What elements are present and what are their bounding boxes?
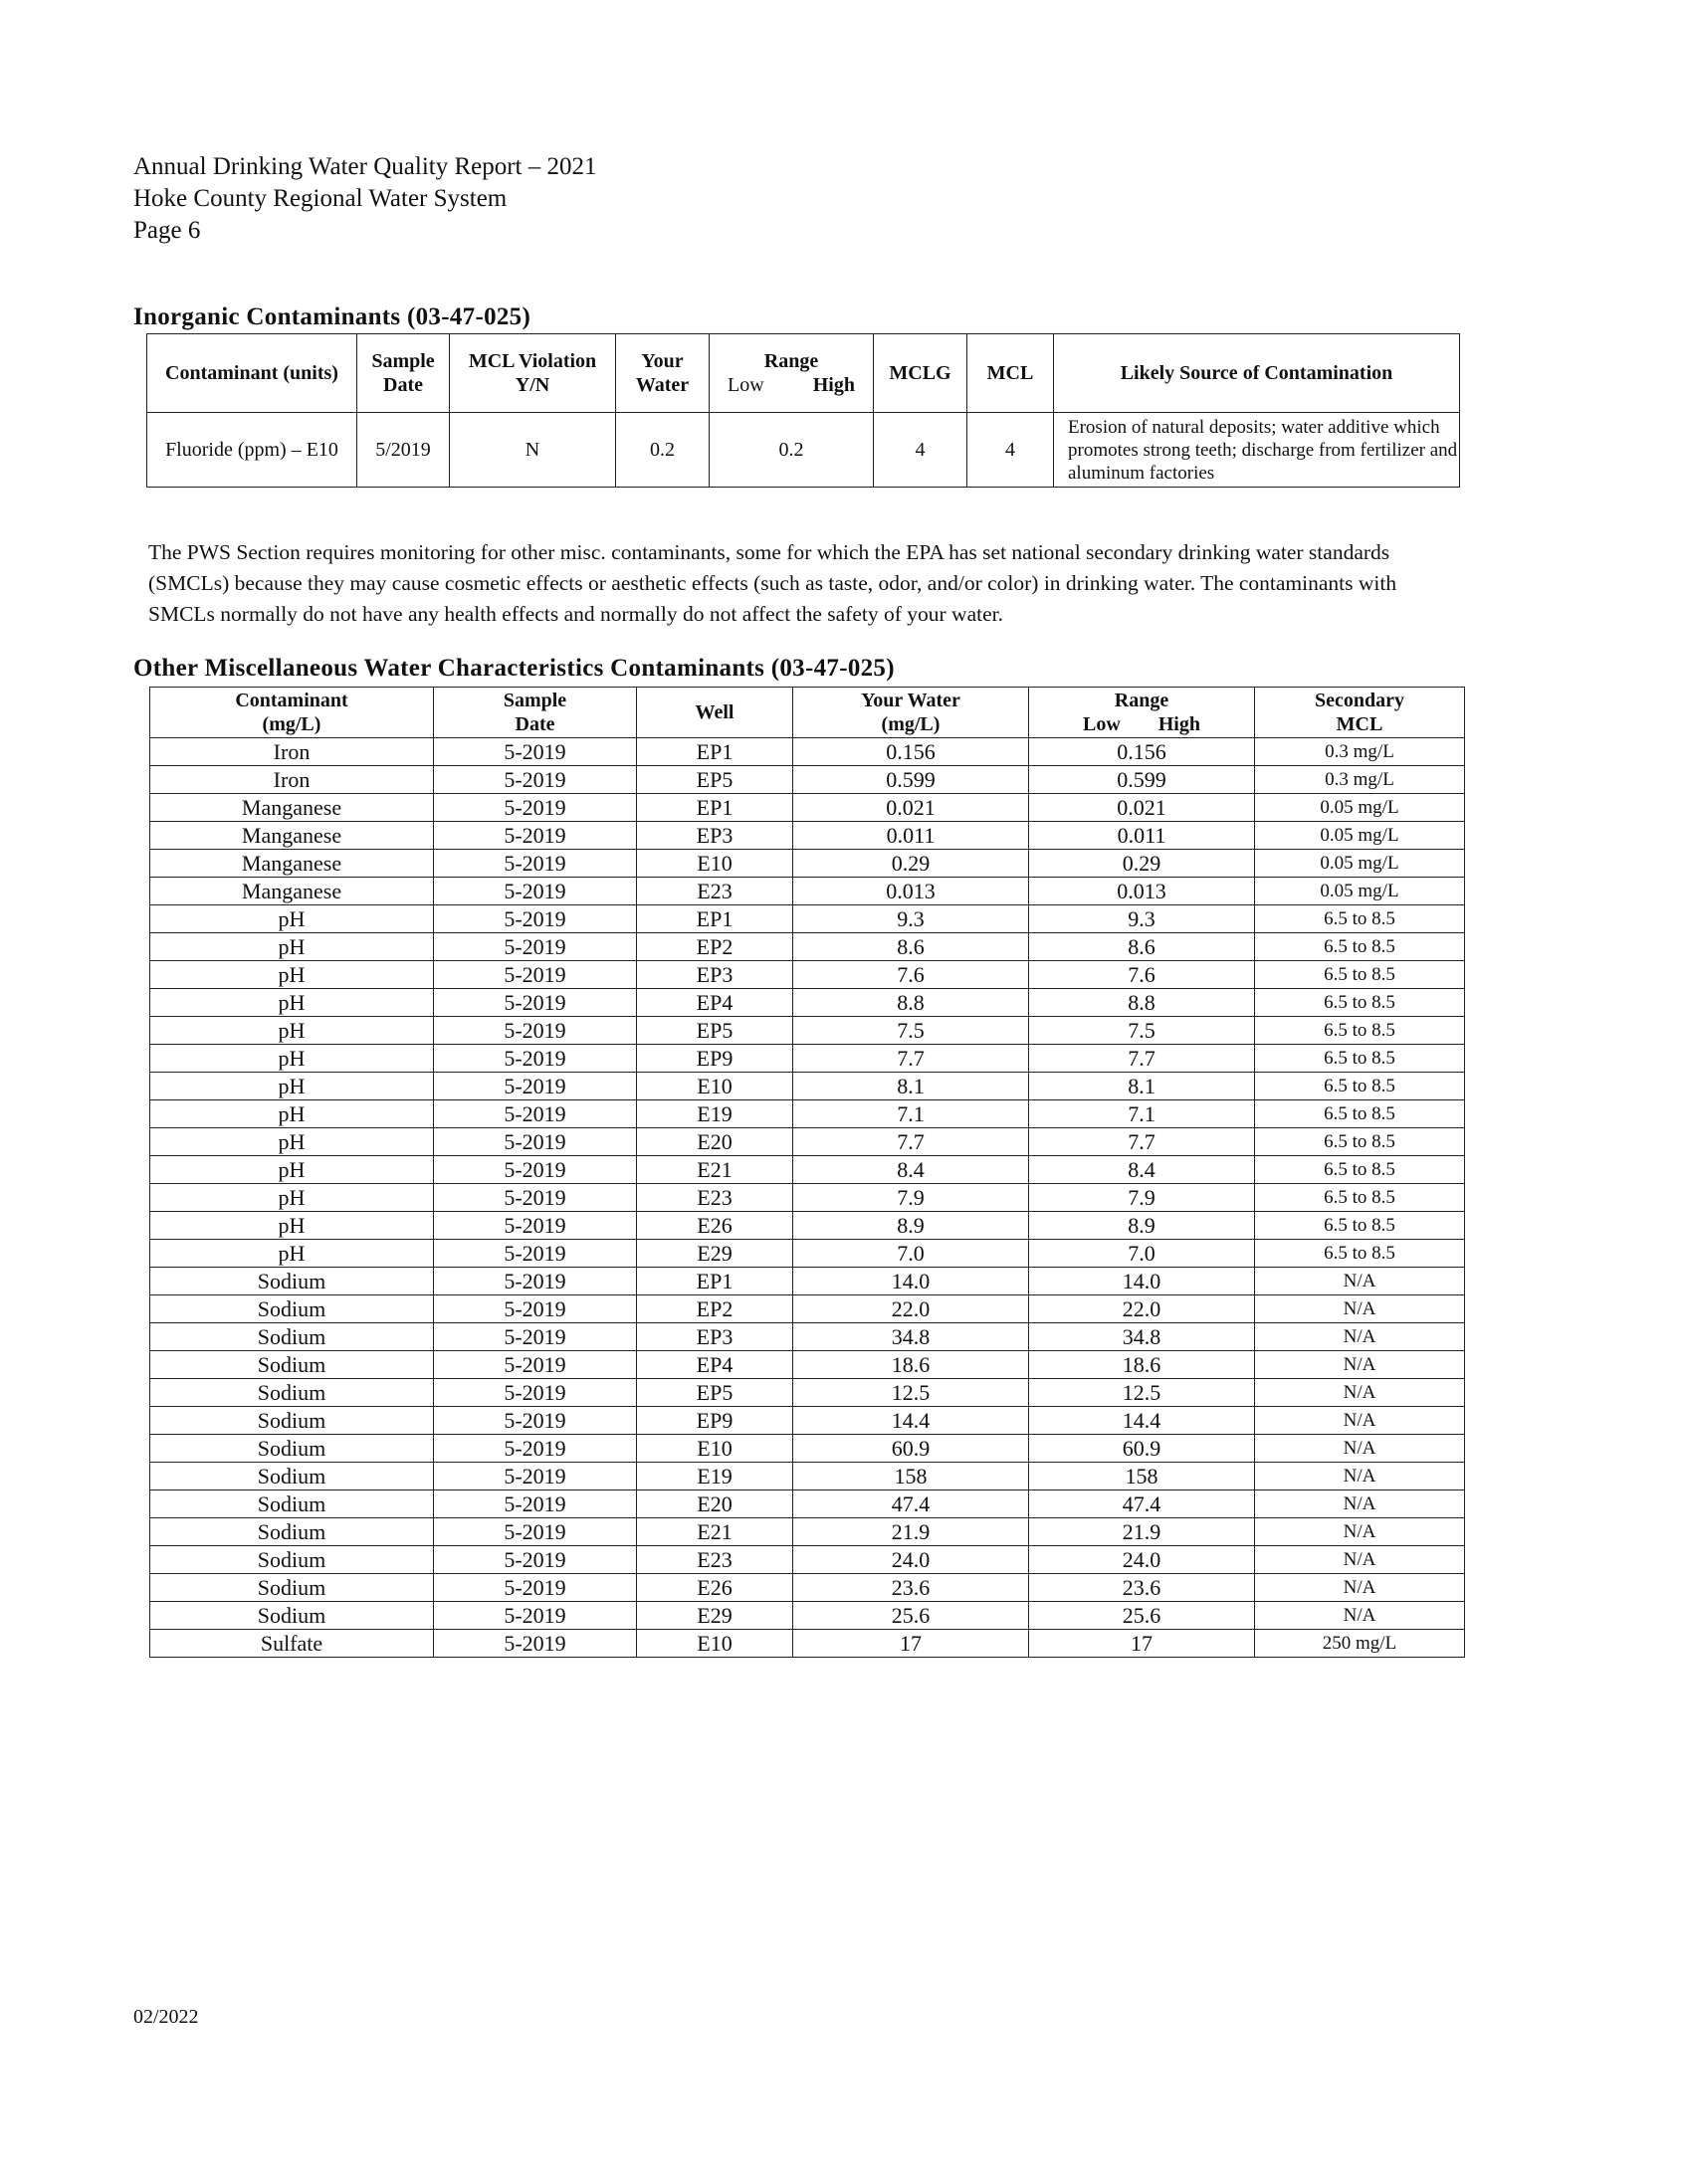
- table-row: [150, 1100, 1465, 1128]
- col-violation-header: MCL Violation Y/N: [450, 334, 616, 413]
- cell-well: E23: [637, 1546, 793, 1574]
- cell-secondary-mcl: N/A: [1255, 1407, 1465, 1435]
- cell-your-water: 0.599: [793, 766, 1029, 794]
- cell-well: EP1: [637, 1268, 793, 1295]
- cell-contaminant: Sodium: [150, 1379, 434, 1407]
- cell-your-water: 7.7: [793, 1045, 1029, 1073]
- cell-secondary-mcl: N/A: [1255, 1295, 1465, 1323]
- col-your-water-header: Your Water: [616, 334, 710, 413]
- cell-date: 5-2019: [434, 766, 637, 794]
- cell-secondary-mcl: 6.5 to 8.5: [1255, 1184, 1465, 1212]
- cell-contaminant: Sodium: [150, 1295, 434, 1323]
- cell-contaminant: Sodium: [150, 1602, 434, 1630]
- table-row: [150, 1295, 1465, 1323]
- cell-date: 5-2019: [434, 1240, 637, 1268]
- col-secondary-mcl-header: Secondary MCL: [1255, 688, 1465, 738]
- cell-secondary-mcl: N/A: [1255, 1602, 1465, 1630]
- page-number: Page 6: [133, 217, 201, 244]
- cell-contaminant: Sodium: [150, 1574, 434, 1602]
- report-title: Annual Drinking Water Quality Report – 2021: [133, 153, 597, 180]
- cell-well: E23: [637, 878, 793, 905]
- inorganic-table: [146, 333, 1460, 488]
- table-row: [150, 1128, 1465, 1156]
- cell-contaminant: pH: [150, 905, 434, 933]
- cell-date: 5-2019: [434, 1574, 637, 1602]
- cell-range: 0.013: [1029, 878, 1255, 905]
- cell-range: 8.6: [1029, 933, 1255, 961]
- cell-well: E10: [637, 1073, 793, 1100]
- cell-contaminant: pH: [150, 1156, 434, 1184]
- cell-date: 5-2019: [434, 905, 637, 933]
- cell-mcl: 4: [967, 413, 1054, 488]
- cell-well: E10: [637, 1630, 793, 1658]
- cell-date: 5-2019: [434, 1351, 637, 1379]
- table-row: [150, 1073, 1465, 1100]
- report-header: [133, 151, 597, 247]
- cell-your-water: 60.9: [793, 1435, 1029, 1463]
- cell-range: 7.9: [1029, 1184, 1255, 1212]
- cell-range: 21.9: [1029, 1518, 1255, 1546]
- cell-your-water: 0.29: [793, 850, 1029, 878]
- cell-your-water: 0.011: [793, 822, 1029, 850]
- table-row: [150, 1435, 1465, 1463]
- cell-secondary-mcl: N/A: [1255, 1351, 1465, 1379]
- cell-your-water: 24.0: [793, 1546, 1029, 1574]
- misc-table-body: [150, 738, 1465, 1658]
- cell-contaminant: pH: [150, 1017, 434, 1045]
- cell-your-water: 17: [793, 1630, 1029, 1658]
- cell-secondary-mcl: N/A: [1255, 1268, 1465, 1295]
- cell-contaminant: Sodium: [150, 1435, 434, 1463]
- cell-contaminant: pH: [150, 1100, 434, 1128]
- cell-contaminant: Fluoride (ppm) – E10: [147, 413, 357, 488]
- misc-contaminants-table: [149, 687, 1465, 1658]
- table-row: [150, 1212, 1465, 1240]
- cell-secondary-mcl: 0.3 mg/L: [1255, 766, 1465, 794]
- col-your-water-header: Your Water (mg/L): [793, 688, 1029, 738]
- cell-range: 7.6: [1029, 961, 1255, 989]
- cell-well: E20: [637, 1128, 793, 1156]
- cell-range: 0.2: [710, 413, 874, 488]
- cell-secondary-mcl: N/A: [1255, 1323, 1465, 1351]
- cell-secondary-mcl: 6.5 to 8.5: [1255, 1128, 1465, 1156]
- cell-your-water: 0.021: [793, 794, 1029, 822]
- cell-mclg: 4: [874, 413, 967, 488]
- cell-well: E29: [637, 1602, 793, 1630]
- table-row: [147, 413, 1460, 488]
- col-mcl-header: MCL: [967, 334, 1054, 413]
- cell-date: 5-2019: [434, 1490, 637, 1518]
- cell-contaminant: pH: [150, 1128, 434, 1156]
- cell-well: E19: [637, 1463, 793, 1490]
- table-row: [150, 1379, 1465, 1407]
- col-sample-date-header: Sample Date: [434, 688, 637, 738]
- table-row: [150, 1602, 1465, 1630]
- cell-contaminant: Manganese: [150, 822, 434, 850]
- table-row: [150, 878, 1465, 905]
- cell-range: 8.1: [1029, 1073, 1255, 1100]
- table-row: [150, 933, 1465, 961]
- cell-well: EP2: [637, 1295, 793, 1323]
- cell-well: E23: [637, 1184, 793, 1212]
- cell-date: 5-2019: [434, 989, 637, 1017]
- table-row: [150, 738, 1465, 766]
- col-mclg-header: MCLG: [874, 334, 967, 413]
- cell-well: E19: [637, 1100, 793, 1128]
- cell-contaminant: pH: [150, 933, 434, 961]
- cell-range: 0.156: [1029, 738, 1255, 766]
- cell-contaminant: Sodium: [150, 1407, 434, 1435]
- cell-secondary-mcl: 6.5 to 8.5: [1255, 1240, 1465, 1268]
- table-row: [150, 1240, 1465, 1268]
- cell-secondary-mcl: 0.05 mg/L: [1255, 794, 1465, 822]
- cell-date: 5-2019: [434, 933, 637, 961]
- cell-range: 17: [1029, 1630, 1255, 1658]
- cell-range: 7.7: [1029, 1128, 1255, 1156]
- cell-secondary-mcl: N/A: [1255, 1379, 1465, 1407]
- table-row: [150, 1268, 1465, 1295]
- cell-your-water: 47.4: [793, 1490, 1029, 1518]
- col-range-header: Range Low High: [710, 334, 874, 413]
- cell-range: 8.8: [1029, 989, 1255, 1017]
- cell-well: E21: [637, 1156, 793, 1184]
- cell-range: 14.4: [1029, 1407, 1255, 1435]
- cell-your-water: 158: [793, 1463, 1029, 1490]
- cell-date: 5-2019: [434, 1045, 637, 1073]
- cell-secondary-mcl: N/A: [1255, 1518, 1465, 1546]
- footer-date: 02/2022: [133, 2006, 199, 2028]
- table-row: [150, 1323, 1465, 1351]
- cell-your-water: 9.3: [793, 905, 1029, 933]
- cell-well: EP5: [637, 766, 793, 794]
- table-row: [150, 822, 1465, 850]
- cell-secondary-mcl: N/A: [1255, 1574, 1465, 1602]
- cell-date: 5-2019: [434, 1407, 637, 1435]
- col-contaminant-header: Contaminant (units): [147, 334, 357, 413]
- cell-secondary-mcl: N/A: [1255, 1490, 1465, 1518]
- cell-well: EP9: [637, 1407, 793, 1435]
- table-row: [150, 1463, 1465, 1490]
- cell-date: 5-2019: [434, 878, 637, 905]
- cell-well: EP3: [637, 961, 793, 989]
- cell-well: EP1: [637, 794, 793, 822]
- cell-date: 5-2019: [434, 1379, 637, 1407]
- cell-contaminant: Manganese: [150, 850, 434, 878]
- cell-your-water: 34.8: [793, 1323, 1029, 1351]
- cell-your-water: 8.1: [793, 1073, 1029, 1100]
- col-contaminant-header: Contaminant (mg/L): [150, 688, 434, 738]
- cell-well: EP3: [637, 1323, 793, 1351]
- cell-contaminant: Sodium: [150, 1351, 434, 1379]
- cell-violation: N: [450, 413, 616, 488]
- cell-secondary-mcl: 0.05 mg/L: [1255, 850, 1465, 878]
- cell-range: 14.0: [1029, 1268, 1255, 1295]
- system-name: Hoke County Regional Water System: [133, 185, 508, 212]
- cell-secondary-mcl: 6.5 to 8.5: [1255, 1073, 1465, 1100]
- cell-range: 9.3: [1029, 905, 1255, 933]
- cell-well: E20: [637, 1490, 793, 1518]
- cell-date: 5-2019: [434, 1546, 637, 1574]
- cell-secondary-mcl: N/A: [1255, 1463, 1465, 1490]
- cell-secondary-mcl: N/A: [1255, 1435, 1465, 1463]
- cell-well: EP4: [637, 989, 793, 1017]
- cell-date: 5-2019: [434, 1128, 637, 1156]
- smcl-explanation-paragraph: The PWS Section requires monitoring for other misc. contaminants, some for which the EPA has set national secondary drinking water standards (SMCLs) because they may cause cosmetic effects or aesthetic effects (such as taste, odor, and/or color) in drinking water. The contaminants with SMCLs normally do not have any health effects and normally do not affect the safety of your water.: [148, 540, 1397, 626]
- table-row: [150, 1156, 1465, 1184]
- table-row: [150, 1184, 1465, 1212]
- cell-your-water: 8.4: [793, 1156, 1029, 1184]
- cell-your-water: 0.156: [793, 738, 1029, 766]
- cell-contaminant: Sodium: [150, 1323, 434, 1351]
- cell-range: 7.1: [1029, 1100, 1255, 1128]
- cell-your-water: 8.8: [793, 989, 1029, 1017]
- cell-well: EP2: [637, 933, 793, 961]
- table-row: [150, 989, 1465, 1017]
- cell-well: E29: [637, 1240, 793, 1268]
- cell-contaminant: Manganese: [150, 794, 434, 822]
- cell-range: 158: [1029, 1463, 1255, 1490]
- cell-date: 5-2019: [434, 1518, 637, 1546]
- cell-contaminant: Iron: [150, 738, 434, 766]
- cell-date: 5-2019: [434, 1295, 637, 1323]
- cell-your-water: 7.0: [793, 1240, 1029, 1268]
- cell-secondary-mcl: 6.5 to 8.5: [1255, 1100, 1465, 1128]
- inorganic-section-title: Inorganic Contaminants (03-47-025): [133, 303, 531, 330]
- cell-source: Erosion of natural deposits; water additive which promotes strong teeth; discharge from fertilizer and aluminum factories: [1054, 413, 1460, 488]
- cell-secondary-mcl: 6.5 to 8.5: [1255, 989, 1465, 1017]
- table-row: [150, 794, 1465, 822]
- table-row: [150, 1546, 1465, 1574]
- cell-well: E26: [637, 1212, 793, 1240]
- cell-well: E21: [637, 1518, 793, 1546]
- cell-well: E10: [637, 1435, 793, 1463]
- cell-your-water: 25.6: [793, 1602, 1029, 1630]
- cell-your-water: 0.013: [793, 878, 1029, 905]
- table-row: [150, 961, 1465, 989]
- cell-date: 5-2019: [434, 1435, 637, 1463]
- table-row: [150, 905, 1465, 933]
- cell-secondary-mcl: 0.3 mg/L: [1255, 738, 1465, 766]
- cell-your-water: 12.5: [793, 1379, 1029, 1407]
- cell-range: 7.7: [1029, 1045, 1255, 1073]
- cell-date: 5-2019: [434, 1184, 637, 1212]
- cell-range: 0.599: [1029, 766, 1255, 794]
- cell-date: 5-2019: [434, 1602, 637, 1630]
- cell-secondary-mcl: 6.5 to 8.5: [1255, 1017, 1465, 1045]
- col-range-header: Range Low High: [1029, 688, 1255, 738]
- cell-contaminant: pH: [150, 1045, 434, 1073]
- cell-range: 47.4: [1029, 1490, 1255, 1518]
- cell-secondary-mcl: 0.05 mg/L: [1255, 878, 1465, 905]
- misc-section-title: Other Miscellaneous Water Characteristics Contaminants (03-47-025): [133, 655, 895, 682]
- cell-well: EP4: [637, 1351, 793, 1379]
- cell-range: 24.0: [1029, 1546, 1255, 1574]
- cell-secondary-mcl: N/A: [1255, 1546, 1465, 1574]
- table-row: [150, 1017, 1465, 1045]
- cell-range: 12.5: [1029, 1379, 1255, 1407]
- table-row: [150, 850, 1465, 878]
- cell-contaminant: Sodium: [150, 1518, 434, 1546]
- cell-date: 5-2019: [434, 961, 637, 989]
- cell-contaminant: pH: [150, 1073, 434, 1100]
- cell-contaminant: Iron: [150, 766, 434, 794]
- table-row: [150, 1574, 1465, 1602]
- cell-range: 7.5: [1029, 1017, 1255, 1045]
- cell-contaminant: pH: [150, 961, 434, 989]
- cell-date: 5-2019: [434, 1268, 637, 1295]
- cell-secondary-mcl: 250 mg/L: [1255, 1630, 1465, 1658]
- cell-date: 5-2019: [434, 1100, 637, 1128]
- cell-your-water: 8.9: [793, 1212, 1029, 1240]
- cell-well: E26: [637, 1574, 793, 1602]
- cell-your-water: 7.9: [793, 1184, 1029, 1212]
- cell-date: 5-2019: [434, 794, 637, 822]
- cell-range: 8.9: [1029, 1212, 1255, 1240]
- cell-range: 25.6: [1029, 1602, 1255, 1630]
- cell-contaminant: pH: [150, 1240, 434, 1268]
- cell-date: 5-2019: [434, 738, 637, 766]
- table-row: [150, 1630, 1465, 1658]
- cell-date: 5/2019: [357, 413, 450, 488]
- cell-date: 5-2019: [434, 822, 637, 850]
- cell-your-water: 22.0: [793, 1295, 1029, 1323]
- cell-date: 5-2019: [434, 1463, 637, 1490]
- cell-your-water: 23.6: [793, 1574, 1029, 1602]
- table-row: [150, 1490, 1465, 1518]
- cell-range: 22.0: [1029, 1295, 1255, 1323]
- table-row: [150, 766, 1465, 794]
- cell-well: EP1: [637, 738, 793, 766]
- cell-well: EP9: [637, 1045, 793, 1073]
- cell-contaminant: Manganese: [150, 878, 434, 905]
- table-row: [150, 1407, 1465, 1435]
- cell-well: EP3: [637, 822, 793, 850]
- cell-well: EP5: [637, 1379, 793, 1407]
- col-sample-date-header: Sample Date: [357, 334, 450, 413]
- cell-secondary-mcl: 6.5 to 8.5: [1255, 933, 1465, 961]
- cell-range: 34.8: [1029, 1323, 1255, 1351]
- cell-range: 8.4: [1029, 1156, 1255, 1184]
- cell-range: 60.9: [1029, 1435, 1255, 1463]
- cell-contaminant: Sodium: [150, 1463, 434, 1490]
- cell-your-water: 18.6: [793, 1351, 1029, 1379]
- cell-range: 0.011: [1029, 822, 1255, 850]
- table-row: [150, 1351, 1465, 1379]
- cell-contaminant: Sulfate: [150, 1630, 434, 1658]
- cell-contaminant: Sodium: [150, 1546, 434, 1574]
- cell-secondary-mcl: 6.5 to 8.5: [1255, 1156, 1465, 1184]
- cell-date: 5-2019: [434, 1212, 637, 1240]
- cell-date: 5-2019: [434, 1156, 637, 1184]
- cell-secondary-mcl: 6.5 to 8.5: [1255, 961, 1465, 989]
- cell-your-water: 7.7: [793, 1128, 1029, 1156]
- cell-date: 5-2019: [434, 1017, 637, 1045]
- cell-your-water: 7.1: [793, 1100, 1029, 1128]
- cell-well: E10: [637, 850, 793, 878]
- cell-secondary-mcl: 0.05 mg/L: [1255, 822, 1465, 850]
- cell-your-water: 8.6: [793, 933, 1029, 961]
- cell-secondary-mcl: 6.5 to 8.5: [1255, 1045, 1465, 1073]
- cell-secondary-mcl: 6.5 to 8.5: [1255, 1212, 1465, 1240]
- cell-your-water: 14.4: [793, 1407, 1029, 1435]
- cell-date: 5-2019: [434, 1073, 637, 1100]
- cell-contaminant: pH: [150, 1184, 434, 1212]
- table-row: [150, 1518, 1465, 1546]
- cell-well: EP1: [637, 905, 793, 933]
- cell-secondary-mcl: 6.5 to 8.5: [1255, 905, 1465, 933]
- cell-range: 23.6: [1029, 1574, 1255, 1602]
- table-row: [150, 1045, 1465, 1073]
- inorganic-header-row: [147, 334, 1460, 413]
- cell-date: 5-2019: [434, 1630, 637, 1658]
- cell-your-water: 21.9: [793, 1518, 1029, 1546]
- cell-range: 7.0: [1029, 1240, 1255, 1268]
- cell-range: 0.021: [1029, 794, 1255, 822]
- cell-your-water: 14.0: [793, 1268, 1029, 1295]
- cell-date: 5-2019: [434, 850, 637, 878]
- cell-contaminant: Sodium: [150, 1490, 434, 1518]
- cell-contaminant: Sodium: [150, 1268, 434, 1295]
- cell-your-water: 7.6: [793, 961, 1029, 989]
- cell-date: 5-2019: [434, 1323, 637, 1351]
- cell-your-water: 0.2: [616, 413, 710, 488]
- cell-range: 18.6: [1029, 1351, 1255, 1379]
- cell-range: 0.29: [1029, 850, 1255, 878]
- col-well-header: Well: [637, 688, 793, 738]
- cell-contaminant: pH: [150, 1212, 434, 1240]
- misc-header-row: [150, 688, 1465, 738]
- cell-contaminant: pH: [150, 989, 434, 1017]
- cell-your-water: 7.5: [793, 1017, 1029, 1045]
- col-source-header: Likely Source of Contamination: [1054, 334, 1460, 413]
- cell-well: EP5: [637, 1017, 793, 1045]
